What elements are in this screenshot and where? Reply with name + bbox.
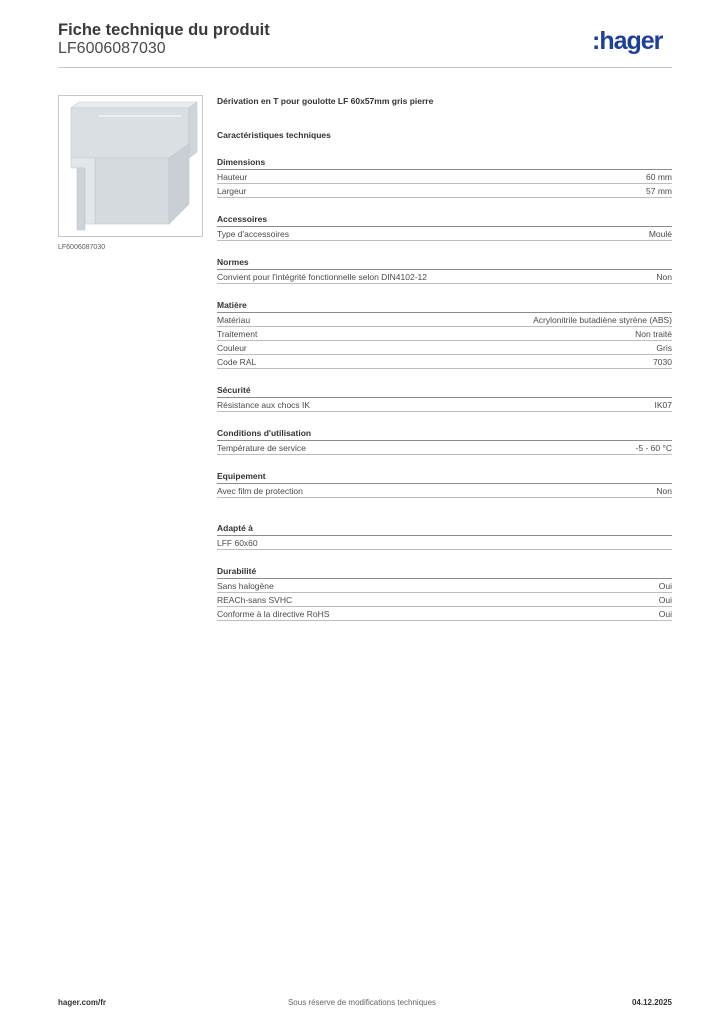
spec-label: Avec film de protection [217, 486, 303, 496]
section-accessoires [217, 214, 672, 241]
spec-value: Non [656, 486, 672, 496]
tech-heading: Caractéristiques techniques [217, 130, 331, 140]
spec-value: Non traité [635, 329, 672, 339]
spec-row [217, 341, 672, 355]
section-title: Normes [217, 257, 672, 270]
section-dimensions [217, 157, 672, 198]
spec-label: REACh-sans SVHC [217, 595, 293, 605]
spec-value: 57 mm [646, 186, 672, 196]
spec-value: Non [656, 272, 672, 282]
spec-value: Oui [658, 595, 672, 605]
footer-date: 04.12.2025 [631, 998, 672, 1007]
spec-value: Moulé [648, 229, 672, 239]
spec-label: Hauteur [217, 172, 248, 182]
spec-label: Résistance aux chocs IK [217, 400, 311, 410]
spec-row [217, 227, 672, 241]
spec-row [217, 593, 672, 607]
product-reference: LF6006087030 [58, 40, 166, 57]
spec-content [217, 95, 672, 621]
section-title: Sécurité [217, 385, 672, 398]
spec-row [217, 536, 672, 550]
spec-label: Conforme à la directive RoHS [217, 609, 330, 619]
product-name: Dérivation en T pour goulotte LF 60x57mm gris pierre [217, 96, 434, 106]
section-title: Matière [217, 300, 672, 313]
section-title: Equipement [217, 471, 672, 484]
spec-row [217, 327, 672, 341]
section-equipement [217, 471, 672, 498]
spec-label: Largeur [217, 186, 247, 196]
header-divider [58, 67, 672, 68]
spec-label: Convient pour l'intégrité fonctionnelle selon DIN4102-12 [217, 272, 428, 282]
spec-value: -5 - 60 °C [635, 443, 672, 453]
spec-row [217, 270, 672, 284]
section-title: Dimensions [217, 157, 672, 170]
section-matiere [217, 300, 672, 369]
spec-row [217, 441, 672, 455]
spec-value: Oui [658, 609, 672, 619]
hager-logo: :hager [592, 27, 663, 55]
spec-row [217, 607, 672, 621]
spec-value: 7030 [653, 357, 672, 367]
section-normes [217, 257, 672, 284]
spec-value: Oui [658, 581, 672, 591]
spec-row [217, 579, 672, 593]
document-title: Fiche technique du produit [58, 21, 270, 39]
spec-row [217, 355, 672, 369]
image-caption: LF6006087030 [58, 244, 106, 251]
spec-row [217, 398, 672, 412]
spec-value: 60 mm [646, 172, 672, 182]
spec-row [217, 313, 672, 327]
section-title: Durabilité [217, 566, 672, 579]
section-securite [217, 385, 672, 412]
section-conditions [217, 428, 672, 455]
spec-label: Matériau [217, 315, 251, 325]
section-title: Adapté à [217, 523, 672, 536]
spec-label: Couleur [217, 343, 247, 353]
t-junction-cable-trunking-image [58, 95, 203, 237]
section-title: Accessoires [217, 214, 672, 227]
section-adapte [217, 523, 672, 550]
spec-label: Type d'accessoires [217, 229, 290, 239]
footer-notice: Sous réserve de modifications techniques [287, 998, 437, 1007]
spec-row [217, 484, 672, 498]
spec-row [217, 184, 672, 198]
spec-label: Code RAL [217, 357, 257, 367]
spec-row [217, 170, 672, 184]
spec-label: LFF 60x60 [217, 538, 258, 548]
section-title: Conditions d'utilisation [217, 428, 672, 441]
footer-website-link[interactable]: hager.com/fr [58, 998, 107, 1007]
spec-label: Température de service [217, 443, 306, 453]
spec-value: Gris [656, 343, 672, 353]
section-durabilite [217, 566, 672, 621]
spec-label: Sans halogène [217, 581, 274, 591]
spec-label: Traitement [217, 329, 258, 339]
spec-value: IK07 [654, 400, 672, 410]
spec-value: Acrylonitrile butadiène styrène (ABS) [533, 315, 672, 325]
